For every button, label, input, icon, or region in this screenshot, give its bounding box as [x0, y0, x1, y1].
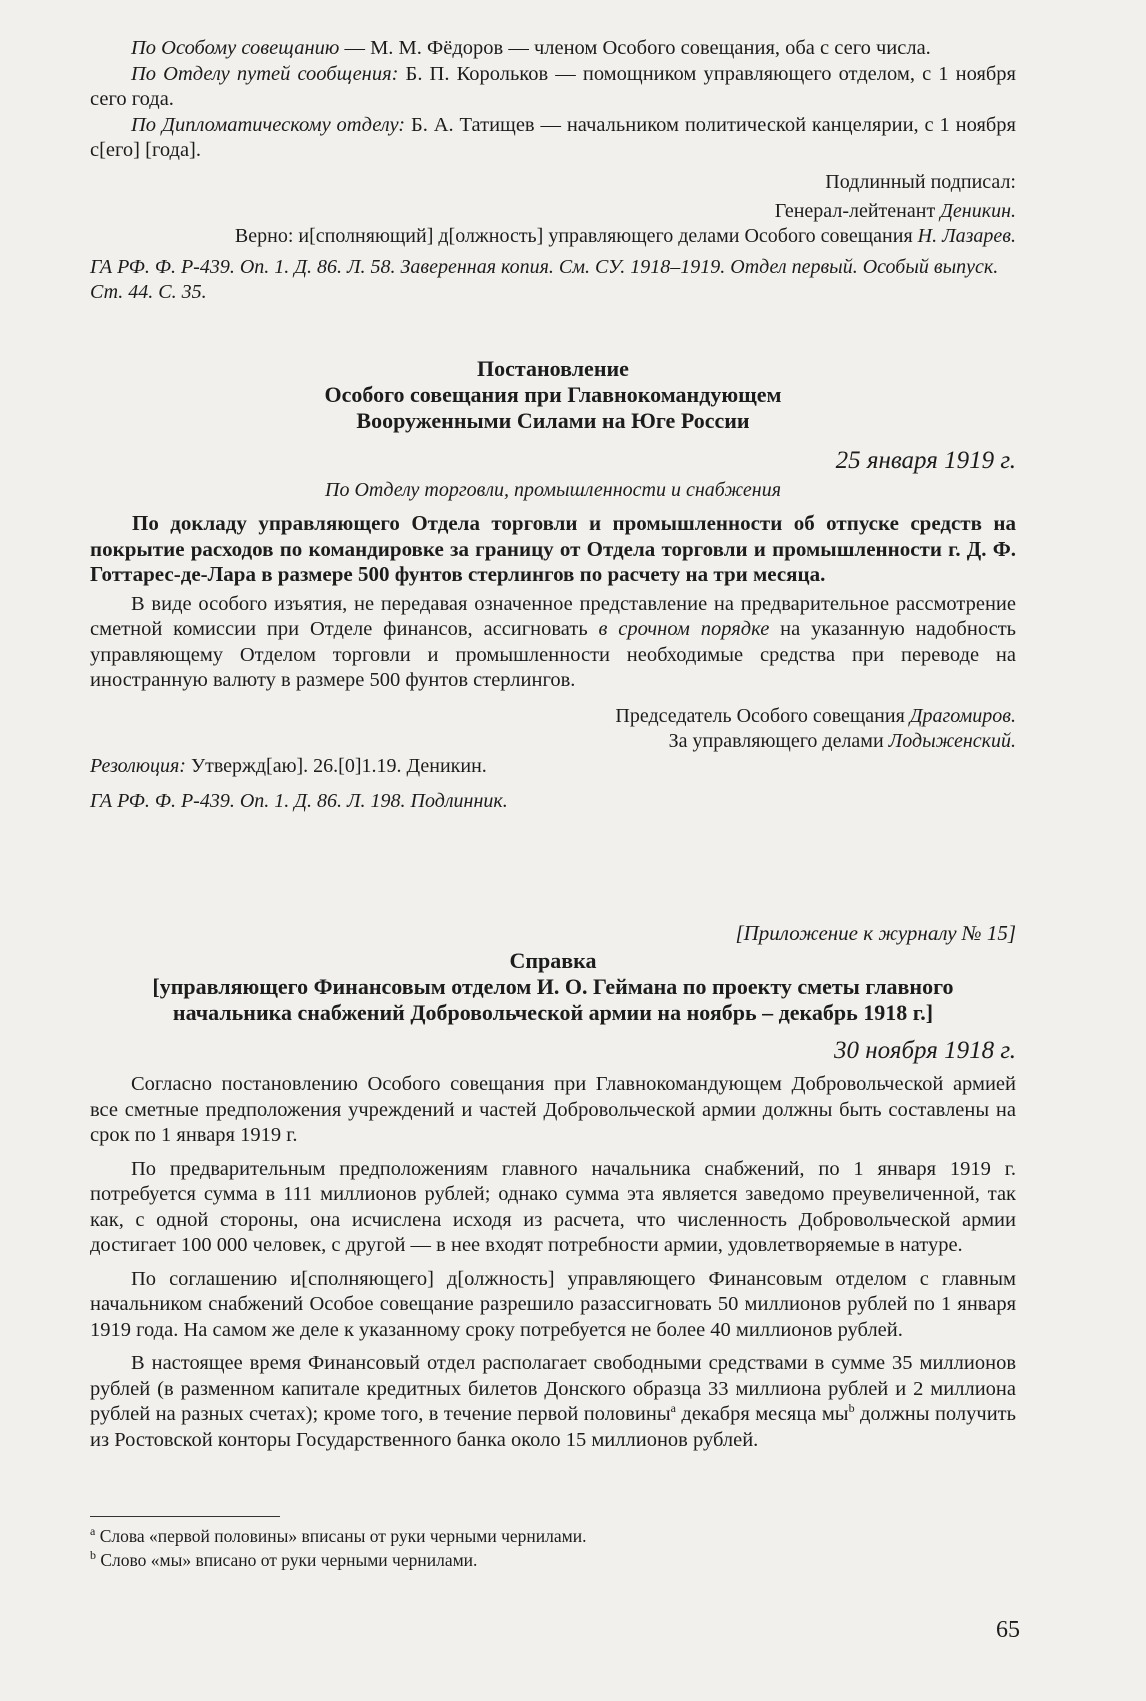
reference-block — [90, 920, 1016, 1453]
certified-copy-line: Верно: и[сполняющий] д[олжность] управляющего делами Особого совещания Н. Лазарев. — [234, 224, 1016, 247]
resolution-subject: По докладу управляющего Отдела торговли и промышленности об отпуске средств на покрытие расходов по командировке за границу от Отдела торговли и промышленности г. Д. Ф. Готтарес-де-Лара в размере 500 фунтов стерлингов по расчету на три месяца. — [90, 511, 1016, 586]
footnote-ref-b: b — [848, 1401, 855, 1416]
resolution-title: Постановление — [477, 356, 629, 381]
appointments-block — [90, 36, 1016, 305]
resolution-note: Резолюция: Утвержд[аю]. 26.[0]1.19. Деникин. — [90, 754, 487, 777]
resolution-date: 25 января 1919 г. — [835, 447, 1016, 474]
reference-subtitle-line2: начальника снабжений Добровольческой армии на ноябрь – декабрь 1918 г.] — [172, 1000, 934, 1025]
reference-paragraph-1: Согласно постановлению Особого совещания при Главнокомандующем Добровольческой армией все сметные предположения учреждений и частей Добровольческой армии должны быть составлены на срок по 1 января 1919 г. — [90, 1073, 1016, 1146]
signature-denikin: Генерал-лейтенант Деникин. — [774, 199, 1016, 222]
footnotes — [90, 1524, 1016, 1572]
page-number: 65 — [996, 1617, 1020, 1643]
resolution-department: По Отделу торговли, промышленности и снабжения — [325, 479, 781, 501]
appointment-korolkov: По Отделу путей сообщения: Б. П. Корольков — помощником управляющего отделом, с 1 ноября сего года. — [90, 62, 1016, 110]
reference-subtitle-line1: [управляющего Финансовым отделом И. О. Геймана по проекту сметы главного — [152, 974, 954, 999]
manager-signature: За управляющего делами Лодыженский. — [668, 729, 1016, 752]
chairman-signature: Председатель Особого совещания Драгомиров. — [615, 704, 1016, 727]
appointment-tatishchev: По Дипломатическому отделу: Б. А. Татищев — начальником политической канцелярии, с 1 ноября с[его] [года]. — [90, 113, 1016, 161]
resolution-title-line2: Особого совещания при Главнокомандующем — [324, 382, 782, 407]
archive-citation-2: ГА РФ. Ф. Р-439. Оп. 1. Д. 86. Л. 198. Подлинник. — [90, 790, 508, 812]
archive-citation-1: ГА РФ. Ф. Р-439. Оп. 1. Д. 86. Л. 58. Заверенная копия. См. СУ. 1918–1919. Отдел первый. Особый выпуск. Ст. 44. С. 35. — [90, 255, 999, 303]
reference-date: 30 ноября 1918 г. — [834, 1037, 1016, 1064]
footnote-divider — [90, 1516, 280, 1517]
footnote-b: $^b$ Слово «мы» вписано от руки черными чернилами. — [90, 1548, 478, 1570]
resolution-body: В виде особого изъятия, не передавая означенное представление на предварительное рассмотрение сметной комиссии при Отделе финансов, ассигновать в срочном порядке на указанную надобность управляющему Отделом торговли и промышленности необходимые средства при переводе на иностранную валюту в размере 500 фунтов стерлингов. — [90, 592, 1016, 691]
appointment-fedorov: По Особому совещанию — М. М. Фёдоров — членом Особого совещания, оба с сего числа. — [131, 37, 931, 59]
reference-paragraph-3: По соглашению и[сполняющего] д[олжность] управляющего Финансовым отделом с главным начальником снабжений Особое совещание разрешило разассигновать 50 миллионов рублей по 1 января 1919 года. На самом же деле к указанному сроку потребуется не более 40 миллионов рублей. — [90, 1267, 1016, 1341]
resolution-title-line3: Вооруженными Силами на Юге России — [356, 408, 750, 433]
reference-paragraph-4: В настоящее время Финансовый отдел располагает свободными средствами в сумме 35 миллионов рублей (в разменном капитале кредитных билетов Донского образца 33 миллиона рублей и 2 миллиона рублей на разных счетах); кроме того, в течение первой половины$^a$ декабря месяца $мы^b$ должны получить из Ростовской конторы Государственного банка около 15 миллионов рублей. — [90, 1352, 1016, 1451]
appendix-label: [Приложение к журналу № 15] — [735, 921, 1016, 945]
reference-paragraph-2: По предварительным предположениям главного начальника снабжений, по 1 января 1919 г. потребуется сумма в 111 миллионов рублей; однако сумма эта является заведомо преувеличенной, так как, с одной стороны, она исчислена исходя из расчета, что численность Добровольческой армии достигает 100 000 человек, с другой — в нее входят потребности армии, удовлетворяемые в натуре. — [90, 1157, 1016, 1256]
reference-title: Справка — [509, 948, 597, 973]
resolution-block — [90, 356, 1016, 814]
signed-label: Подлинный подписал: — [825, 170, 1016, 193]
footnote-a: $^a$ Слова «первой половины» вписаны от руки черными чернилами. — [90, 1524, 587, 1546]
footnote-ref-a: a — [670, 1401, 676, 1416]
